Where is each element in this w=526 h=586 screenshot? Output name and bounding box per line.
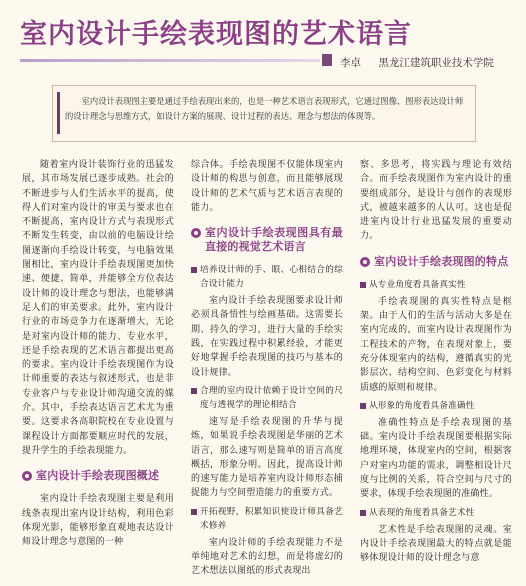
section-heading [22, 469, 174, 483]
subheading [360, 506, 512, 520]
section-heading-text: 室内设计手绘表现图的特点 [374, 254, 509, 268]
square-bullet-icon [360, 403, 366, 409]
paragraph: 室内设计手绘表现图主要是利用线条表现出室内设计结构，利用色彩体现光影，能够形象直观地表达设计师设计理念与意图的一种 [22, 494, 174, 548]
paragraph: 艺术性是手绘表现图的灵魂。室内设计手绘表现图最大的特点就是能够体现设计师的设计理念与意 [360, 524, 512, 564]
article-title: 室内设计手绘表现图的艺术语言 [20, 19, 412, 50]
section-heading-text: 室内设计手绘表现图具有最直接的视觉艺术语言 [205, 226, 343, 254]
section-heading-text: 室内设计手绘表现图概述 [36, 469, 160, 483]
section-bullet-icon [191, 228, 201, 238]
paragraph: 随着室内设计装饰行业的迅猛发展，其市场发展已逐步成熟。社会的不断进步与人们生活水平的提高，使得人们对室内设计的审美与要求也在不断提高，室内设计方式与表现形式不断发生转变，由以前的电脑设计绘图逐渐向手绘设计转变，与电脑效果图相比，室内设计手绘表现图更加快速、便捷、简单，并能够全方位表达设计师的设计理念与想法，也能够满足人们的审美要求。此外，室内设计行业的市场竞争力在逐渐增大，无论是对室内设计师的能力、专业水平，还是手绘表现的艺术语言都提出更高的要求。室内设计手绘表现图作为设计师重要的表达与叙述形式，也是非专业客户与专业设计师沟通交流的媒介。其中，手绘表达语言艺术尤为重要。这要求各高职院校在专业设置与课程设计方面都要顺应时代的发展，提升学生的手绘表现能力。 [22, 160, 174, 456]
square-bullet-icon [360, 510, 366, 516]
section-heading [191, 226, 343, 254]
paragraph: 速写是手绘表现图的升华与提炼，如果说手绘表现图是华丽的艺术语言，那么速写则是简单的语言高度概括，形象分明。因此，提高设计师的速写能力是培养室内设计师形态捕捉能力与空间塑造能力的重要方式。 [191, 416, 343, 499]
column-3 [360, 158, 512, 566]
subheading [191, 384, 343, 412]
subheading-text: 从形象的角度看具备准确性 [369, 400, 475, 411]
subheading-text: 培养设计师的手、眼、心相结合的综合设计能力 [200, 265, 343, 290]
paragraph: 综合体。手绘表现图不仅能体现室内设计师的构思与创意，而且能够展现设计师的艺术气质与艺术语言表现的能力。 [191, 160, 343, 213]
affiliation: 黑龙江建筑职业技术学院 [378, 57, 494, 69]
subheading-text: 合理的室内设计依赖于设计空间的尺度与透视学的理论相结合 [200, 385, 343, 410]
square-bullet-icon [191, 509, 197, 515]
byline [340, 55, 508, 70]
abstract-text: 室内设计表现图主要是通过手绘表现出来的，也是一种艺术语言表现形式，它通过图像、图形表达设计师的设计理念与思维方式，如设计方案的展现、设计过程的表达、理念与想法的体现等。 [65, 96, 464, 121]
subheading [360, 399, 512, 413]
square-bullet-icon [360, 282, 366, 288]
subheading [191, 505, 343, 533]
title-rule [20, 59, 320, 62]
section-bullet-icon [360, 257, 370, 267]
paragraph: 准确性特点是手绘表现图的基础。室内设计手绘表现图要根据实际地理环境，体现室内的空间，根据客户对室内功能的需求，调整相设计尺度与比例的关系，符合空间与尺寸的要求，体现手绘表现图的准确性。 [360, 417, 512, 500]
section-bullet-icon [22, 471, 32, 481]
rule-mark [322, 54, 332, 66]
subheading [360, 278, 512, 292]
subheading-text: 从表现的角度看具备艺术性 [369, 507, 475, 518]
subheading-text: 从专业角度看具备真实性 [369, 279, 466, 290]
section-heading [360, 255, 512, 269]
paragraph: 室内设计手绘表现图要求设计师必须具备悟性与绘画基础。这需要长期、持久的学习，进行大量的手绘实践，在实践过程中积累经验，才能更好地掌握手绘表现图的技巧与基本的设计规律。 [191, 296, 343, 378]
author: 李卓 [340, 57, 361, 69]
paragraph: 手绘表现图的真实性特点是框架。由于人们的生活与活动大多是在室内完成的，而室内设计表现图作为工程技术的产物，在表现对象上，要充分体现室内的结构，遵循真实的光影层次、结构空间、色彩变化与材料质感的原则和规律。 [360, 296, 512, 393]
column-1 [22, 158, 174, 549]
subheading [191, 263, 343, 291]
square-bullet-icon [191, 388, 197, 394]
abstract-box [52, 85, 476, 142]
column-2 [191, 158, 343, 579]
paragraph: 察、多思考，将实践与理论有效结合。而手绘表现图作为室内设计的重要组成部分，是设计与创作的表现形式，被越来越多的人认可。这也是促进室内设计行业迅猛发展的重要动力。 [360, 160, 512, 242]
subheading-text: 开拓视野，积累知识使设计师具备艺术修养 [200, 506, 343, 531]
paragraph: 室内设计师的手绘表现能力不是单纯地对艺术的幻想，而是将虚幻的艺术想法以图纸的形式表现出 [191, 537, 343, 577]
square-bullet-icon [191, 267, 197, 273]
